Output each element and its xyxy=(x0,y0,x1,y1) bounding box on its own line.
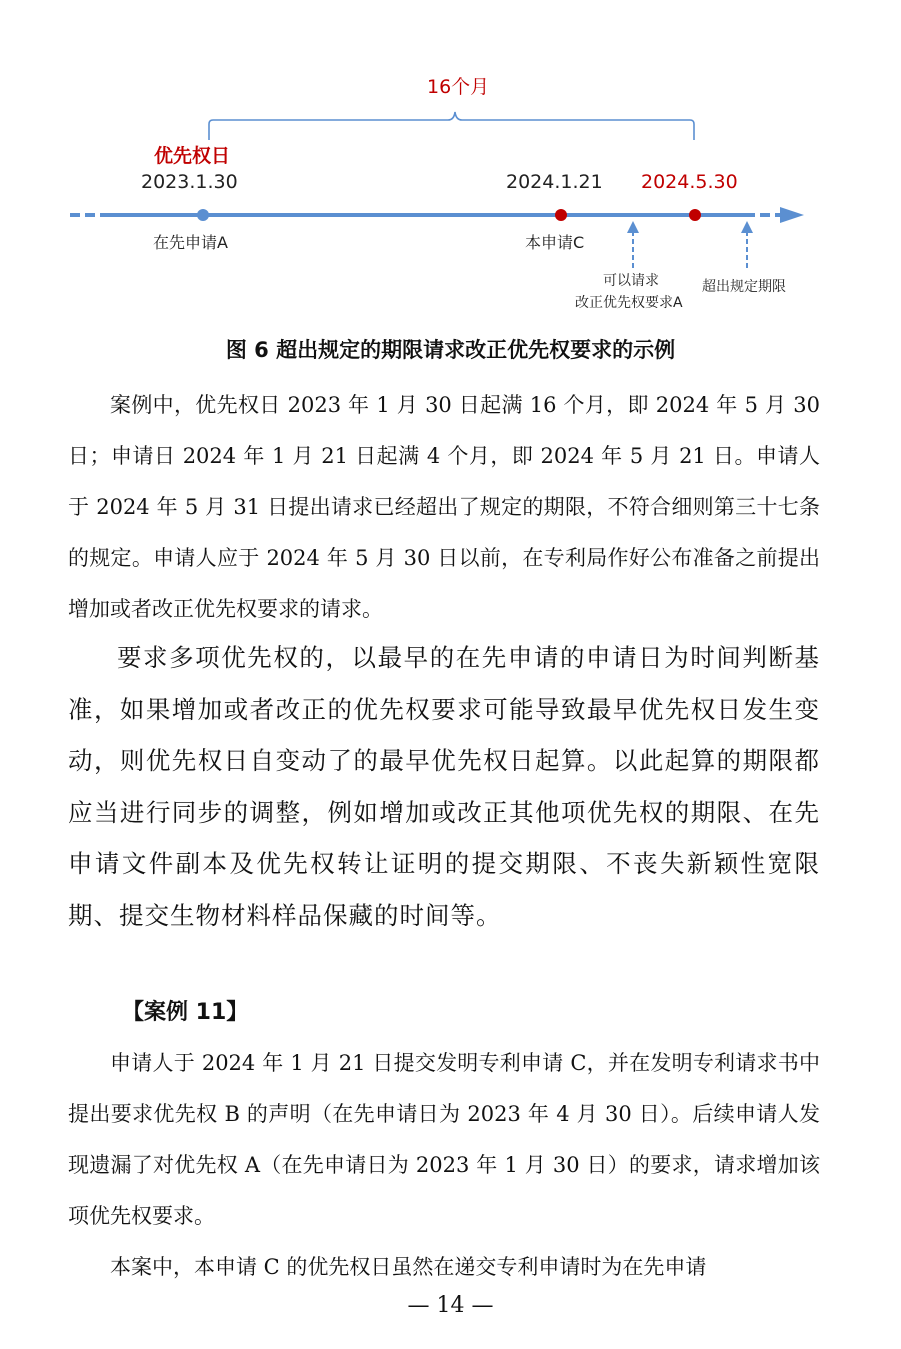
case-heading: 【案例 11】 xyxy=(122,1000,249,1025)
paragraph-1: 案例中，优先权日 2023 年 1 月 30 日起满 16 个月，即 2024 年 5 月 30 日；申请日 2024 年 1 月 21 日起满 4 个月，即 2024 年 5 月 21 日。申请人于 2024 年 5 月 31 日提出请求已经超出了规定的期限，不符合细则第三十七条的规定。申请人应于 2024 年 5 月 30 日以前，在专利局作好公布准备之前提出增加或者改正优先权要求的请求。 xyxy=(68,393,820,621)
label-application-c: 本申请C xyxy=(525,233,585,252)
timeline-diagram xyxy=(0,0,901,330)
paragraph-3: 申请人于 2024 年 1 月 21 日提交发明专利申请 C，并在发明专利请求书中提出要求优先权 B 的声明（在先申请日为 2023 年 4 月 30 日）。后续申请人发现遗漏了对优先权 A（在先申请日为 2023 年 1 月 30 日）的要求，请求增加该项优先权要求。 xyxy=(68,1051,820,1228)
arrow-exceed-head xyxy=(741,221,753,233)
paragraph-2: 要求多项优先权的，以最早的在先申请的申请日为时间判断基准，如果增加或者改正的优先权要求可能导致最早优先权日发生变动，则优先权日自变动了的最早优先权日起算。以此起算的期限都应当进行同步的调整，例如增加或改正其他项优先权的期限、在先申请文件副本及优先权转让证明的提交期限、不丧失新颖性宽限期、提交生物材料样品保藏的时间等。 xyxy=(68,643,820,930)
label-prior-application-a: 在先申请A xyxy=(153,233,228,252)
point-application-c xyxy=(555,209,567,221)
label-correct-priority-a: 改正优先权要求A xyxy=(575,295,683,311)
label-exceed-deadline: 超出规定期限 xyxy=(702,279,786,295)
span-brace xyxy=(209,112,694,140)
arrow-request-head xyxy=(627,221,639,233)
span-label: 16个月 xyxy=(427,76,490,98)
page-number: — 14 — xyxy=(407,1293,494,1318)
date-2024-1-21: 2024.1.21 xyxy=(506,171,603,193)
date-2023-1-30: 2023.1.30 xyxy=(141,171,238,193)
date-2024-5-30: 2024.5.30 xyxy=(641,171,738,193)
axis-arrowhead xyxy=(780,207,804,223)
paragraph-4: 本案中，本申请 C 的优先权日虽然在递交专利申请时为在先申请 xyxy=(110,1255,707,1279)
figure-caption: 图 6 超出规定的期限请求改正优先权要求的示例 xyxy=(225,338,676,362)
priority-date-label: 优先权日 xyxy=(154,145,231,167)
point-deadline xyxy=(689,209,701,221)
point-prior-application-a xyxy=(197,209,209,221)
label-can-request: 可以请求 xyxy=(603,273,659,289)
